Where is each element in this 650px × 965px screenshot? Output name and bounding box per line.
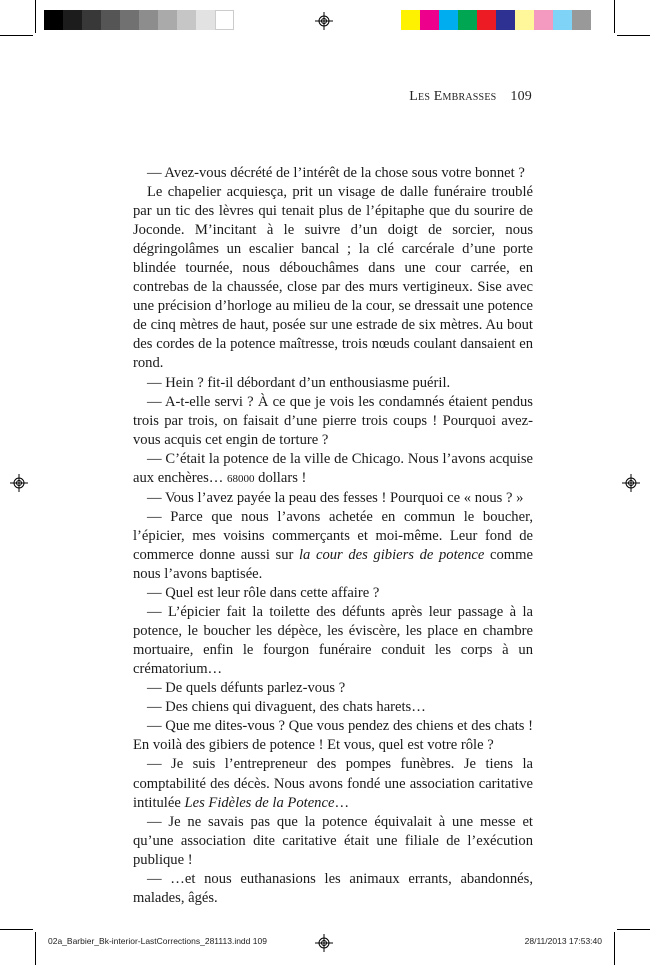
italic-association-name: Les Fidèles de la Potence — [184, 794, 335, 811]
paragraph-text: — Parce que nous l’avons achetée en commun le boucher, l’épicier, mes voisins commerçants et moi-même. Leur fond de commerce donne aussi sur — [133, 508, 533, 563]
color-swatch — [553, 10, 572, 30]
running-header — [409, 89, 532, 105]
crop-mark — [614, 0, 615, 33]
paragraph-text: — Je suis l’entrepreneur des pompes funèbres. Je tiens la comptabilité des décès. Nous avons fondé une association caritative intitulée — [133, 756, 533, 811]
paragraph — [133, 755, 533, 812]
paragraph: — Que me dites-vous ? Que vous pendez des chiens et des chats ! En voilà des gibiers de potence ! Et vous, quel est votre rôle ? — [133, 718, 533, 754]
paragraph — [133, 450, 533, 489]
color-swatch — [572, 10, 591, 30]
color-swatch — [177, 10, 196, 30]
paragraph — [133, 508, 533, 584]
place-suffix: comme nous l’avons baptisée. — [133, 546, 533, 582]
italic-place-name: la cour des gibiers de potence — [298, 546, 485, 563]
crop-mark — [35, 0, 36, 33]
paragraph: — Je ne savais pas que la potence équivalait à une messe et qu’une association dite caritative était une filiale de l’exécution publique ! — [133, 813, 533, 868]
color-swatch — [496, 10, 515, 30]
paragraph: — Avez-vous décrété de l’intérêt de la chose sous votre bonnet ? — [147, 165, 525, 181]
paragraph: Le chapelier acquiesça, prit un visage de dalle funéraire troublé par un tic des lèvres qui tenait plus de l’épitaphe que du sourire de Joconde. M’incitant à le suivre d’un doigt de sorcier, nous dégringolâmes un escalier bancal ; la clé carcérale d’une porte blindée tournée, nous débouchâmes dans une cour carrée, en contrebas de la chaussée, close par des murs vertigineux. Sise avec une précision d’horloge au milieu de la cour, se dressait une potence de cinq mètres de haut, posée sur une estrade de six mètres. Au bout des cordes de la potence maîtresse, trois nœuds coulant dansaient en rond. — [133, 184, 533, 372]
crop-mark — [0, 35, 33, 36]
association-suffix: … — [334, 794, 350, 811]
price-suffix: dollars ! — [254, 469, 307, 486]
registration-mark-icon — [10, 474, 28, 492]
registration-mark-icon — [315, 934, 333, 952]
paragraph-text: — C’était la potence de la ville de Chicago. Nous l’avons acquise aux enchères… — [133, 450, 533, 486]
paragraph: — A-t-elle servi ? À ce que je vois les condamnés étaient pendus trois par trois, on faisait d’une pierre trois coups ! Pourquoi avez-vous acquis cet engin de torture ? — [133, 393, 533, 448]
color-swatch — [439, 10, 458, 30]
crop-mark — [0, 929, 33, 930]
crop-mark — [614, 932, 615, 965]
paragraph: — L’épicier fait la toilette des défunts après leur passage à la potence, le boucher les dépèce, les éviscère, les place en chambre mortuaire, enfin le fourgon funéraire conduit les corps à un crématorium… — [133, 604, 533, 678]
paragraph: — Vous l’avez payée la peau des fesses ! Pourquoi ce « nous ? » — [147, 489, 524, 506]
color-swatch — [63, 10, 82, 30]
color-swatch — [158, 10, 177, 30]
color-swatch — [101, 10, 120, 30]
running-title: Les Embrasses — [409, 89, 497, 104]
color-swatch — [215, 10, 234, 30]
color-swatch — [515, 10, 534, 30]
paragraph: — Hein ? fit-il débordant d’un enthousiasme puéril. — [147, 374, 451, 391]
paragraph: — …et nous euthanasions les animaux errants, abandonnés, malades, âgés. — [133, 870, 533, 906]
color-swatch — [420, 10, 439, 30]
slug-filename: 02a_Barbier_Bk-interior-LastCorrections_281113.indd 109 — [48, 936, 267, 946]
registration-mark-icon — [622, 474, 640, 492]
slug-timestamp: 28/11/2013 17:53:40 — [524, 936, 602, 946]
color-swatch — [534, 10, 553, 30]
price-amount: 68000 — [227, 472, 255, 485]
paragraph: — De quels défunts parlez-vous ? — [147, 680, 346, 697]
color-swatch — [458, 10, 477, 30]
crop-mark — [617, 35, 650, 36]
color-swatch — [477, 10, 496, 30]
color-swatch — [401, 10, 420, 30]
color-swatch — [196, 10, 215, 30]
color-swatch — [82, 10, 101, 30]
crop-mark — [617, 929, 650, 930]
page-body — [133, 164, 533, 908]
color-swatch — [120, 10, 139, 30]
registration-mark-icon — [315, 12, 333, 30]
color-swatch — [44, 10, 63, 30]
paragraph: — Quel est leur rôle dans cette affaire ? — [147, 585, 380, 602]
color-swatch — [139, 10, 158, 30]
paragraph: — Des chiens qui divaguent, des chats harets… — [147, 699, 426, 716]
page-number: 109 — [510, 89, 532, 104]
crop-mark — [35, 932, 36, 965]
